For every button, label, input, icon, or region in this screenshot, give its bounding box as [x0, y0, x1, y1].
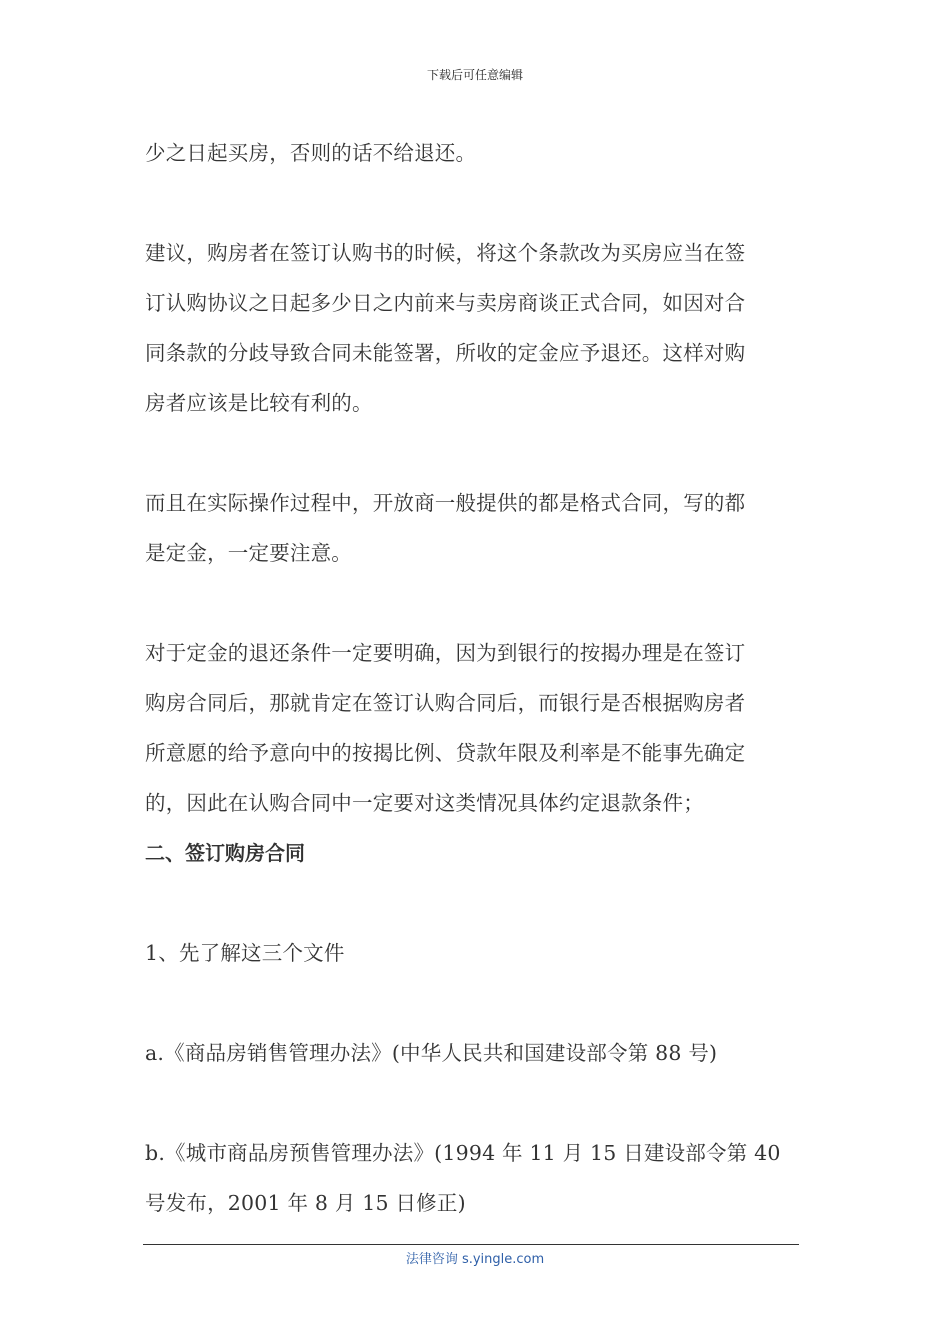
list-item-1: 1、先了解这三个文件 — [145, 941, 345, 965]
page-header: 下载后可任意编辑 — [426, 68, 523, 82]
paragraph-deposit-refund: 对于定金的退还条件一定要明确，因为到银行的按揭办理是在签订 购房合同后，那就肯定在签订认购合同后，而银行是否根据购房者 所意愿的给予意向中的按揭比例、贷款年限及利率是不能事先确定 的，因此在认购合同中一定要对这类情况具体约定退款条件； — [145, 641, 746, 815]
spacer — [145, 578, 805, 628]
paragraph-format-contract: 而且在实际操作过程中，开放商一般提供的都是格式合同，写的都 是定金，一定要注意。 — [145, 491, 746, 565]
spacer — [145, 978, 805, 1028]
list-item-b: b.《城市商品房预售管理办法》(1994 年 11 月 15 日建设部令第 40 号发布，2001 年 8 月 15 日修正) — [145, 1141, 781, 1215]
document-body — [145, 128, 805, 1228]
spacer — [145, 1078, 805, 1128]
paragraph-suggestion: 建议，购房者在签订认购书的时候，将这个条款改为买房应当在签 订认购协议之日起多少日之内前来与卖房商谈正式合同，如因对合 同条款的分歧导致合同未能签署，所收的定金应予退还。这样对购 房者应该是比较有利的。 — [145, 241, 746, 415]
spacer — [145, 178, 805, 228]
spacer — [145, 428, 805, 478]
list-item-a: a.《商品房销售管理办法》(中华人民共和国建设部令第 88 号) — [145, 1041, 718, 1065]
footer-divider — [143, 1244, 799, 1245]
section-heading: 二、签订购房合同 — [145, 841, 305, 865]
spacer — [145, 878, 805, 928]
paragraph-continuation: 少之日起买房，否则的话不给退还。 — [145, 141, 477, 165]
footer-link[interactable]: 法律咨询 s.yingle.com — [405, 1252, 545, 1267]
